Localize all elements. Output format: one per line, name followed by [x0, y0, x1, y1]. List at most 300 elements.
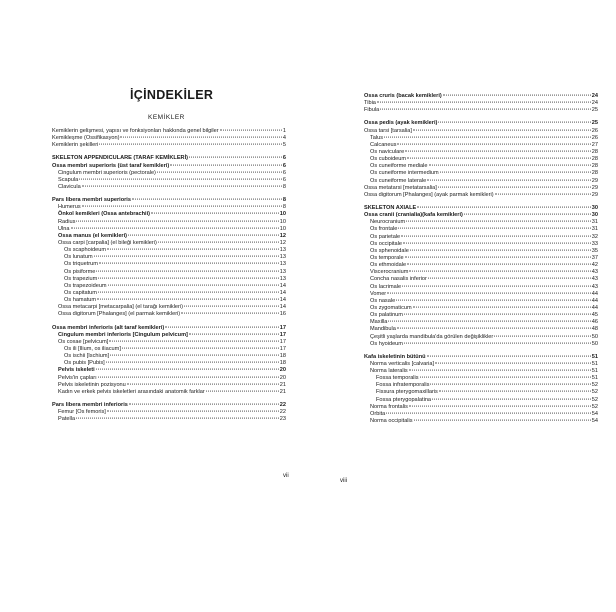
dot-leader [107, 249, 279, 250]
toc-entry-page: 8 [282, 183, 286, 190]
toc-entry [364, 185, 598, 192]
toc-entry-page: 13 [279, 268, 286, 275]
toc-entry-title: Os nasale [370, 297, 396, 304]
toc-entry [52, 170, 286, 177]
toc-entry-title: Os triquetrum [64, 261, 98, 268]
toc-entry [52, 325, 286, 332]
toc-entry-page: 26 [591, 134, 598, 141]
toc-entry-page: 18 [279, 353, 286, 360]
toc-entry-title: Cingulum membri superioris (pectorale) [58, 169, 156, 176]
toc-entry-page: 27 [591, 141, 598, 148]
toc-entry-title: Ossa tarsi [tarsalia] [364, 127, 412, 134]
toc-entry-title: Os hyoideum [370, 340, 403, 347]
toc-entry-title: Ossa pedis (ayak kemikleri) [364, 120, 438, 127]
toc-entry-page: 32 [591, 233, 598, 240]
dot-leader [132, 199, 282, 200]
toc-entry [364, 404, 598, 411]
dot-leader [99, 144, 282, 145]
toc-entry-title: Kemiklerin gelişmesi, yapısı ve fonksiyonları hakkında genel bilgiler [52, 128, 219, 134]
toc-entry [52, 276, 286, 283]
toc-entry-title: Pelvis iskeletinin pozisyonu [58, 381, 126, 388]
dot-leader [407, 158, 591, 159]
toc-entry [364, 226, 598, 233]
dot-leader [189, 157, 282, 158]
dot-leader [413, 129, 591, 130]
toc-entry-title: Pelvis iskeleti [58, 367, 95, 374]
dot-leader [76, 220, 278, 221]
toc-entry [364, 269, 598, 276]
dot-leader [96, 369, 279, 370]
toc-entry-title: Maxilla [370, 319, 388, 326]
dot-leader [409, 405, 591, 406]
dot-leader [403, 242, 591, 243]
dot-leader [384, 136, 591, 137]
toc-entry-page: 45 [591, 312, 598, 319]
toc-entry-page: 23 [279, 416, 286, 423]
dot-leader [157, 171, 282, 172]
toc-entry-title: Os cuneiforme mediale [370, 163, 428, 170]
toc-entry-page: 28 [591, 163, 598, 170]
toc-entry [364, 319, 598, 326]
toc-entry-title: Os palatinum [370, 312, 403, 319]
toc-entry-title: Pars libera membri superioris [52, 197, 131, 204]
toc-entry-title: Kafa iskeletinin bütünü [364, 353, 426, 360]
toc-entry [52, 233, 286, 240]
toc-entry-title: Ulna [58, 225, 70, 232]
toc-entry-title: Ossa metacarpi [metacarpalia] (el tarağı kemikleri) [58, 304, 183, 311]
toc-entry-page: 17 [279, 338, 286, 345]
toc-entry-page: 46 [591, 319, 598, 326]
toc-entry-title: Çeşitli yaşlarda mandibula'da görülen değişiklikler [370, 333, 494, 340]
toc-entry-page: 6 [282, 176, 286, 183]
toc-entry-title: Norma lateralis [370, 368, 408, 375]
toc-entry-title: Os scaphoideum [64, 247, 106, 254]
toc-entry-title: Orbita [370, 410, 386, 417]
toc-entry-page: 31 [591, 226, 598, 233]
dot-leader [99, 263, 279, 264]
toc-entry [52, 197, 286, 204]
toc-entry-page: 31 [591, 219, 598, 226]
toc-entry [364, 341, 598, 348]
dot-leader [417, 207, 591, 208]
toc-entry-title: Pars libera membri inferioris [52, 401, 128, 408]
toc-entry-title: Talus [370, 134, 384, 141]
toc-entry-page: 13 [279, 261, 286, 268]
dot-leader [107, 411, 279, 412]
toc-entry-page: 21 [279, 381, 286, 388]
toc-entry-page: 52 [591, 403, 598, 410]
toc-entry-page: 50 [591, 333, 598, 340]
toc-entry-page: 20 [279, 374, 286, 381]
toc-entry-title: Os temporale [370, 254, 404, 261]
toc-entry [364, 100, 598, 107]
dot-leader [405, 257, 591, 258]
dot-leader [97, 299, 279, 300]
toc-entry-page: 30 [591, 212, 598, 219]
toc-entry-page: 37 [591, 254, 598, 261]
dot-leader [405, 151, 591, 152]
dot-leader [109, 340, 278, 341]
toc-entry-title: Ossa metatarsi [metatarsalia] [364, 184, 437, 191]
toc-entry-page: 42 [591, 262, 598, 269]
toc-entry-page: 29 [591, 184, 598, 191]
toc-entry [52, 304, 286, 311]
toc-entry-page: 10 [279, 218, 286, 225]
toc-entry-page: 43 [591, 276, 598, 283]
dot-leader [377, 102, 591, 103]
toc-entry-page: 44 [591, 290, 598, 297]
toc-entry-title: Os capitatum [64, 289, 97, 296]
toc-entry-title: Önkol kemikleri (Ossa antebrachii) [58, 211, 151, 218]
toc-entry-page: 17 [279, 324, 286, 331]
toc-entry-page: 44 [591, 297, 598, 304]
toc-entry-title: Norma occipitalis [370, 418, 413, 425]
dot-leader [443, 95, 591, 96]
dot-leader [420, 377, 591, 378]
toc-entry-page: 44 [591, 304, 598, 311]
toc-entry-page: 6 [282, 162, 286, 169]
page-number: vii [283, 473, 289, 479]
toc-entry-page: 28 [591, 156, 598, 163]
toc-entry-page: 14 [279, 289, 286, 296]
toc-entry [364, 192, 598, 199]
toc-entry-title: Norma frontalis [370, 403, 408, 410]
toc-entry-page: 6 [282, 155, 286, 162]
toc-entry-page: 17 [279, 331, 286, 338]
toc-entry [364, 284, 598, 291]
toc-entry-title: Patella [58, 416, 76, 423]
toc-entry-page: 54 [591, 418, 598, 425]
dot-leader [108, 284, 279, 285]
dot-leader [189, 333, 279, 334]
toc-entry [52, 226, 286, 233]
toc-entry-title: Femur [Os femoris] [58, 409, 106, 416]
toc-entry [364, 291, 598, 298]
toc-entry [52, 409, 286, 416]
dot-leader [428, 278, 591, 279]
toc-entry [364, 255, 598, 262]
toc-entry-page: 52 [591, 396, 598, 403]
toc-entry [52, 382, 286, 389]
toc-entry [52, 332, 286, 339]
toc-entry [364, 107, 598, 114]
page-number: viii [340, 478, 347, 484]
toc-entry-title: Os occipitale [370, 240, 403, 247]
toc-entry-page: 8 [282, 197, 286, 204]
toc-entry [364, 128, 598, 135]
dot-leader [495, 193, 591, 194]
dot-leader [165, 326, 279, 327]
dot-leader [413, 307, 591, 308]
toc-entry [364, 382, 598, 389]
toc-entry-page: 51 [591, 368, 598, 375]
toc-entry-title: Vomer [370, 290, 387, 297]
toc-entry [52, 142, 286, 149]
toc-entry-page: 35 [591, 247, 598, 254]
toc-entry [52, 290, 286, 297]
toc-entry [52, 375, 286, 382]
toc-entry [52, 219, 286, 226]
toc-entry [52, 240, 286, 247]
toc-entry-title: Os cuneiforme laterale [370, 177, 427, 184]
dot-leader [220, 130, 282, 131]
toc-entry [364, 170, 598, 177]
toc-entry-title: Norma verticalis [calvaria] [370, 360, 435, 367]
toc-entry [364, 248, 598, 255]
toc-entry-title: Kemiklerin şekilleri [52, 142, 99, 149]
dot-leader [184, 306, 279, 307]
toc-entry-title: Pelvis'in çapları [58, 374, 97, 381]
toc-entry [52, 254, 286, 261]
dot-leader [94, 256, 279, 257]
dot-leader [170, 164, 282, 165]
toc-entry [52, 416, 286, 423]
toc-entry-page: 29 [591, 177, 598, 184]
page-title: İÇİNDEKİLER [130, 88, 214, 102]
toc-entry-title: Ossa membri inferioris (alt taraf kemikleri) [52, 324, 165, 331]
toc-entry-title: Ossa cranii (cranialia)(kafa kemikleri) [364, 212, 463, 219]
dot-leader [430, 384, 590, 385]
toc-entry-page: 21 [279, 388, 286, 395]
toc-entry [364, 212, 598, 219]
toc-entry [364, 397, 598, 404]
toc-entry-title: Tibia [364, 100, 376, 107]
toc-entry [364, 389, 598, 396]
toc-entry [52, 339, 286, 346]
toc-entry-page: 4 [282, 135, 286, 142]
toc-entry-title: Calcaneus [370, 141, 397, 148]
toc-entry-page: 29 [591, 191, 598, 198]
toc-entry [364, 142, 598, 149]
toc-entry [52, 211, 286, 218]
dot-leader [76, 418, 279, 419]
toc-list-right [364, 93, 598, 425]
toc-entry-page: 13 [279, 254, 286, 261]
dot-leader [127, 383, 279, 384]
toc-entry [364, 93, 598, 100]
toc-entry-title: Os frontale [370, 226, 398, 233]
dot-leader [82, 206, 282, 207]
dot-leader [427, 179, 590, 180]
toc-entry [52, 177, 286, 184]
toc-entry [364, 262, 598, 269]
toc-entry [52, 283, 286, 290]
toc-entry [364, 135, 598, 142]
toc-entry-title: Os cuneiforme intermedium [370, 170, 439, 177]
toc-entry [364, 178, 598, 185]
dot-leader [122, 348, 279, 349]
toc-entry-title: SKELETON APPENDICULARE (TARAF KEMİKLERİ) [52, 155, 189, 162]
toc-entry [52, 135, 286, 142]
toc-entry-page: 10 [279, 225, 286, 232]
toc-entry [364, 418, 598, 425]
toc-entry-page: 50 [591, 340, 598, 347]
dot-leader [380, 109, 591, 110]
toc-entry-title: Fissura pterygomaxillaris [376, 389, 438, 396]
section-subtitle: KEMİKLER [148, 114, 185, 121]
dot-leader [401, 235, 591, 236]
toc-entry-title: Os trapezium [64, 275, 98, 282]
dot-leader [398, 228, 590, 229]
toc-entry-title: Clavicula [58, 183, 81, 190]
toc-entry-title: Radius [58, 218, 76, 225]
toc-entry [364, 312, 598, 319]
toc-entry [52, 163, 286, 170]
toc-entry-title: Os ischii [Ischium] [64, 353, 110, 360]
dot-leader [397, 328, 591, 329]
dot-leader [464, 214, 591, 215]
toc-entry [364, 149, 598, 156]
toc-entry-page: 5 [282, 142, 286, 149]
dot-leader [79, 178, 282, 179]
toc-entry-title: Ossa cruris (bacak kemikleri) [364, 93, 442, 99]
toc-entry [52, 128, 286, 135]
toc-entry-title: Ossa digitorum [Phalanges] (el parmak kemikleri) [58, 311, 181, 318]
toc-entry [52, 269, 286, 276]
toc-entry-title: Concha nasalis inferior [370, 276, 427, 283]
toc-entry [364, 375, 598, 382]
toc-entry-page: 12 [279, 239, 286, 246]
toc-entry [52, 389, 286, 396]
toc-entry-page: 20 [279, 367, 286, 374]
dot-leader [128, 234, 279, 235]
toc-entry-title: Kadın ve erkek pelvis iskeletleri arasındaki anatomik farklar [58, 388, 205, 395]
dot-leader [98, 292, 279, 293]
dot-leader [120, 137, 281, 138]
toc-entry [364, 305, 598, 312]
toc-entry-title: Os naviculare [370, 148, 405, 155]
toc-entry-title: Viscerocranium [370, 269, 409, 276]
toc-entry [52, 346, 286, 353]
toc-entry-title: Ossa manus (el kemikleri) [58, 232, 128, 239]
dot-leader [98, 277, 279, 278]
toc-entry-page: 51 [591, 360, 598, 367]
toc-entry-title: Neurocranium [370, 219, 406, 226]
toc-entry [364, 411, 598, 418]
dot-leader [406, 221, 591, 222]
toc-entry [364, 334, 598, 341]
dot-leader [129, 404, 279, 405]
dot-leader [438, 186, 591, 187]
toc-entry [364, 276, 598, 283]
dot-leader [106, 362, 279, 363]
dot-leader [414, 420, 591, 421]
toc-entry-title: Cingulum membri inferioris [Cingulum pelvicum] [58, 331, 188, 338]
toc-entry-title: Os trapezoideum [64, 282, 107, 289]
toc-entry [52, 402, 286, 409]
toc-entry [52, 247, 286, 254]
toc-entry-page: 10 [279, 211, 286, 218]
toc-entry-page: 25 [591, 120, 598, 127]
toc-entry-page: 17 [279, 345, 286, 352]
toc-entry-page: 26 [591, 127, 598, 134]
toc-entry-page: 52 [591, 389, 598, 396]
dot-leader [429, 165, 591, 166]
toc-entry-title: Os lunatum [64, 254, 93, 261]
dot-leader [427, 355, 591, 356]
toc-entry [364, 354, 598, 361]
toc-entry-page: 24 [591, 100, 598, 107]
dot-leader [404, 342, 591, 343]
toc-entry [52, 297, 286, 304]
toc-entry [52, 155, 286, 162]
toc-entry-title: Os cuboideum [370, 156, 407, 163]
toc-entry-page: 13 [279, 275, 286, 282]
toc-entry [52, 184, 286, 191]
dot-leader [409, 271, 590, 272]
dot-leader [98, 376, 279, 377]
dot-leader [409, 370, 591, 371]
toc-entry-page: 14 [279, 304, 286, 311]
toc-entry [52, 353, 286, 360]
toc-entry [364, 205, 598, 212]
dot-leader [494, 335, 591, 336]
toc-entry [364, 234, 598, 241]
toc-entry-title: Os hamatum [64, 297, 97, 304]
toc-entry [364, 326, 598, 333]
toc-entry-page: 25 [591, 107, 598, 114]
toc-entry-page: 51 [591, 353, 598, 360]
toc-entry-title: Humerus [58, 204, 81, 211]
toc-entry-title: Os ili [Ilium, os iliacum] [64, 345, 121, 352]
toc-entry-title: Os sphenoidale [370, 247, 409, 254]
dot-leader [432, 398, 591, 399]
toc-entry-page: 28 [591, 148, 598, 155]
toc-entry-title: Os pubis [Pubis] [64, 360, 105, 367]
toc-entry [364, 219, 598, 226]
dot-leader [439, 391, 591, 392]
toc-entry [52, 311, 286, 318]
toc-entry [52, 261, 286, 268]
dot-leader [407, 264, 591, 265]
toc-entry-title: Os lacrimale [370, 283, 402, 290]
toc-entry-title: Fossa pterygopalatina [376, 396, 432, 403]
toc-entry-title: Ossa membri superioris (üst taraf kemikleri) [52, 162, 170, 169]
dot-leader [158, 242, 279, 243]
dot-leader [440, 172, 591, 173]
toc-entry-page: 14 [279, 297, 286, 304]
dot-leader [82, 186, 282, 187]
toc-entry-title: Os pisiforme [64, 268, 96, 275]
toc-entry-title: Mandibula [370, 326, 396, 333]
toc-entry [364, 241, 598, 248]
toc-entry-page: 18 [279, 360, 286, 367]
toc-entry-page: 16 [279, 311, 286, 318]
toc-entry-page: 28 [591, 170, 598, 177]
dot-leader [110, 355, 279, 356]
dot-leader [71, 227, 279, 228]
toc-entry-title: SKELETON AXIALE [364, 204, 417, 211]
toc-entry-title: Ossa carpi [carpalia] (el bileği kemikleri) [58, 239, 157, 246]
toc-entry-title: Os ethmoidale [370, 262, 407, 269]
toc-entry-page: 54 [591, 410, 598, 417]
dot-leader [397, 143, 590, 144]
dot-leader [435, 363, 591, 364]
toc-entry-page: 12 [279, 232, 286, 239]
dot-leader [206, 390, 279, 391]
toc-entry-page: 22 [279, 401, 286, 408]
toc-entry-title: Os coxae [pelvicum] [58, 338, 109, 345]
toc-entry-title: Scapula [58, 176, 79, 183]
toc-entry [364, 368, 598, 375]
toc-entry [364, 156, 598, 163]
toc-entry-page: 43 [591, 283, 598, 290]
dot-leader [181, 313, 279, 314]
toc-entry-title: Fibula [364, 107, 380, 114]
dot-leader [404, 314, 591, 315]
toc-entry-title: Fossa infratemporalis [376, 382, 430, 389]
toc-entry-title: Ossa digitorum [Phalanges] (ayak parmak kemikleri) [364, 191, 494, 198]
